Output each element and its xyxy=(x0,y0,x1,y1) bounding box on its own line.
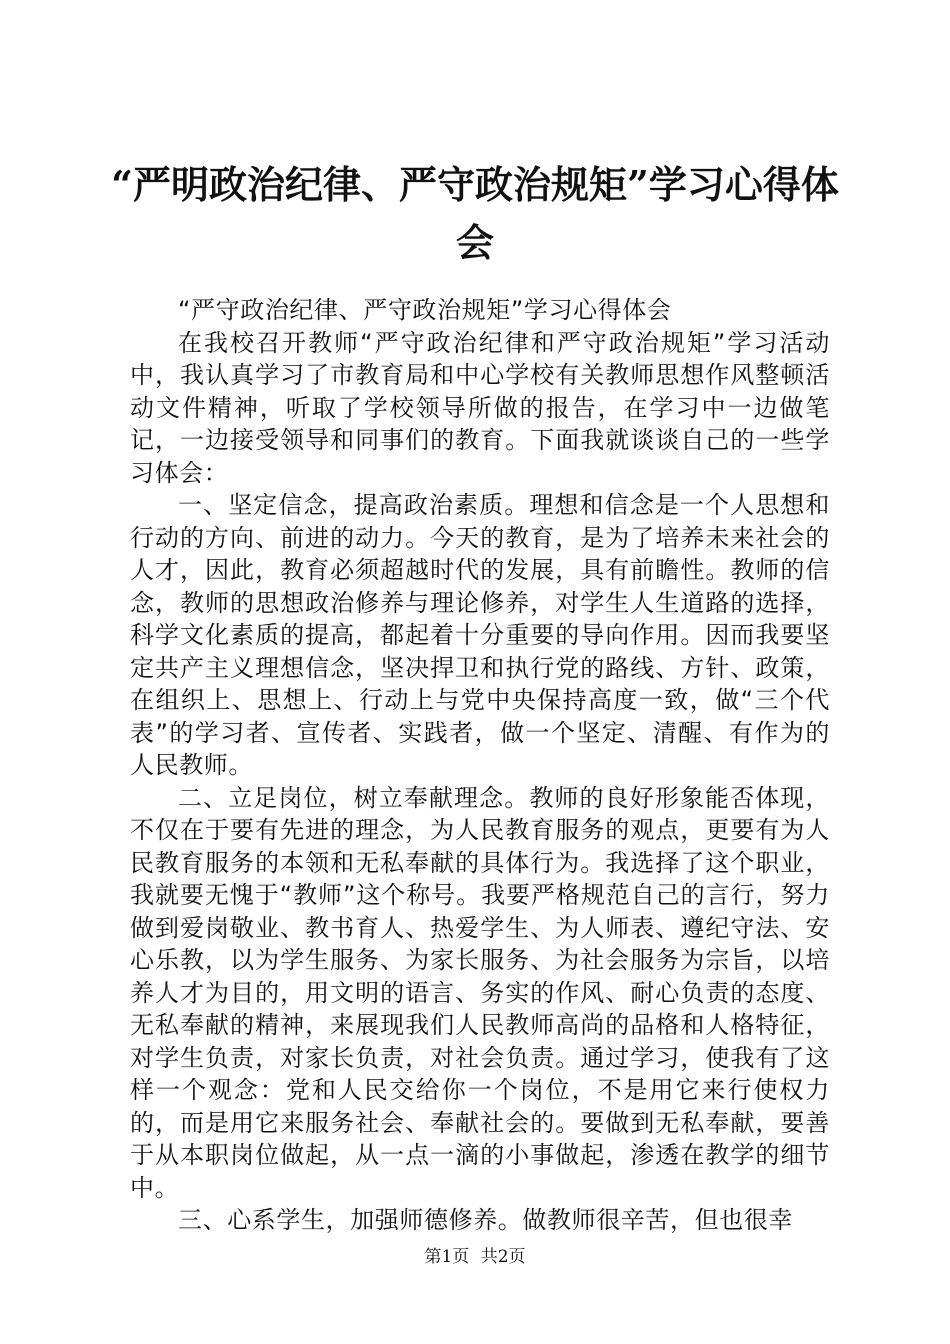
document-subtitle: “严守政治纪律、严守政治规矩”学习心得体会 xyxy=(178,296,672,324)
page-footer xyxy=(0,1242,950,1267)
paragraph-section-2: 二、立足岗位，树立奉献理念。教师的良好形象能否体现，不仅在于要有先进的理念，为人民教育服务的观点，更要有为人民教育服务的本领和无私奉献的具体行为。我选择了这个职业，我就要无愧于“教师”这个称号。我要严格规范自己的言行，努力做到爱岗敬业、教书育人、热爱学生、为人师表、遵纪守法、安心乐教，以为学生服务、为家长服务、为社会服务为宗旨，以培养人才为目的，用文明的语言、务实的作风、耐心负责的态度、无私奉献的精神，来展现我们人民教师高尚的品格和人格特征，对学生负责，对家长负责，对社会负责。通过学习，使我有了这样一个观念：党和人民交给你一个岗位，不是用它来行使权力的，而是用它来服务社会、奉献社会的。要做到无私奉献，要善于从本职岗位做起，从一点一滴的小事做起，渗透在教学的细节中。 xyxy=(130,783,830,1202)
paragraph-section-1: 一、坚定信念，提高政治素质。理想和信念是一个人思想和行动的方向、前进的动力。今天的教育，是为了培养未来社会的人才，因此，教育必须超越时代的发展，具有前瞻性。教师的信念，教师的思想政治修养与理论修养，对学生人生道路的选择，科学文化素质的提高，都起着十分重要的导向作用。因而我要坚定共产主义理想信念，坚决捍卫和执行党的路线、方针、政策，在组织上、思想上、行动上与党中央保持高度一致，做“三个代表”的学习者、宣传者、实践者，做一个坚定、清醒、有作为的人民教师。 xyxy=(130,491,830,779)
paragraph-intro: 在我校召开教师“严守政治纪律和严守政治规矩”学习活动中，我认真学习了市教育局和中心学校有关教师思想作风整顿活动文件精神，听取了学校领导所做的报告，在学习中一边做笔记，一边接受领导和同事们的教育。下面我就谈谈自己的一些学习体会： xyxy=(130,328,830,487)
document-body xyxy=(130,294,830,1237)
page-number: 第1页 xyxy=(424,1247,470,1267)
page-total: 共2页 xyxy=(480,1247,526,1267)
document-title: “严明政治纪律、严守政治规矩”学习心得体会 xyxy=(111,162,839,265)
paragraph-section-3: 三、心系学生，加强师德修养。做教师很辛苦，但也很幸 xyxy=(178,1206,793,1234)
